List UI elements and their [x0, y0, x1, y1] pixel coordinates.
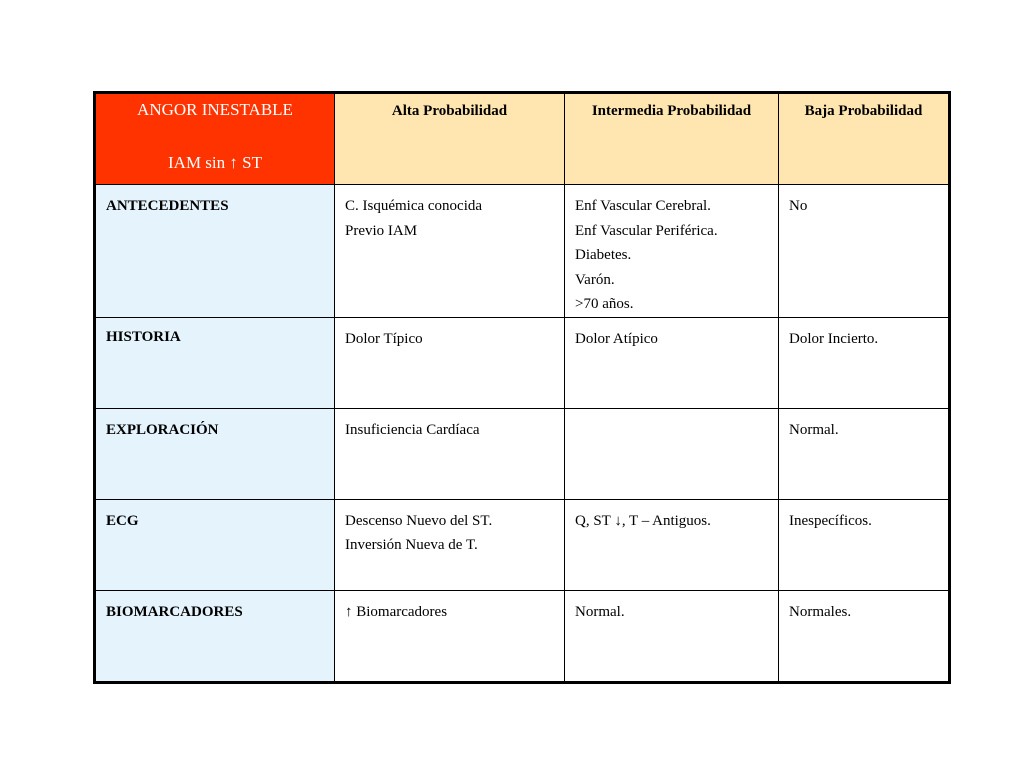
row-header-ecg: ECG [95, 499, 335, 590]
cell-line: Normales. [789, 603, 852, 620]
cell-biomarcadores-alta [335, 590, 565, 682]
table-subtitle: IAM sin ↑ ST [168, 153, 262, 172]
cell-line: Enf Vascular Cerebral. [575, 198, 711, 214]
cell-line: Dolor Atípico [575, 330, 658, 347]
cell-exploracion-intermedia [565, 408, 779, 499]
cell-line: Previo IAM [345, 222, 418, 239]
up-arrow-icon: ↑ [345, 603, 353, 620]
table-title-cell [95, 93, 335, 185]
cell-ecg-baja [779, 499, 950, 590]
cell-line: C. Isquémica conocida [345, 198, 483, 214]
column-header-baja: Baja Probabilidad [779, 93, 950, 185]
row-header-biomarcadores: BIOMARCADORES [95, 590, 335, 682]
up-arrow-icon: ↑ [229, 153, 238, 172]
cell-line: Varón. [575, 271, 615, 288]
table-row-exploracion [95, 408, 950, 499]
cell-line: Q, ST ↓, T – Antiguos. [575, 512, 711, 529]
row-header-historia: HISTORIA [95, 317, 335, 408]
cell-line: Dolor Típico [345, 330, 423, 347]
column-header-alta: Alta Probabilidad [335, 93, 565, 185]
column-header-intermedia: Intermedia Probabilidad [565, 93, 779, 185]
cell-historia-baja [779, 317, 950, 408]
cell-line: Normal. [575, 603, 625, 620]
cell-line: No [789, 198, 808, 214]
cell-line: Diabetes. [575, 247, 632, 263]
cell-antecedentes-intermedia [565, 185, 779, 318]
cell-ecg-intermedia [565, 499, 779, 590]
cell-line: Inversión Nueva de T. [345, 537, 478, 553]
cell-historia-alta [335, 317, 565, 408]
cell-line: Dolor Incierto. [789, 330, 879, 347]
table-title: ANGOR INESTABLE [137, 100, 293, 119]
table-row-ecg [95, 499, 950, 590]
table-row-historia [95, 317, 950, 408]
cell-line: Insuficiencia Cardíaca [345, 421, 480, 438]
cell-exploracion-alta [335, 408, 565, 499]
cell-antecedentes-alta [335, 185, 565, 318]
table-row-antecedentes [95, 185, 950, 318]
cell-line: Enf Vascular Periférica. [575, 222, 718, 239]
cell-line: ↑ Biomarcadores [345, 603, 448, 620]
cell-line: Normal. [789, 421, 839, 438]
row-header-antecedentes: ANTECEDENTES [95, 185, 335, 318]
down-arrow-icon: ↓ [614, 512, 622, 529]
cell-historia-intermedia [565, 317, 779, 408]
cell-exploracion-baja [779, 408, 950, 499]
cell-line: Descenso Nuevo del ST. [345, 512, 493, 529]
cell-line: Inespecíficos. [789, 512, 872, 529]
cell-biomarcadores-intermedia [565, 590, 779, 682]
cell-biomarcadores-baja [779, 590, 950, 682]
cell-antecedentes-baja [779, 185, 950, 318]
cell-ecg-alta [335, 499, 565, 590]
row-header-exploracion: EXPLORACIÓN [95, 408, 335, 499]
probability-table [93, 91, 951, 684]
cell-line: >70 años. [575, 296, 634, 312]
table-row-biomarcadores [95, 590, 950, 682]
header-row [95, 93, 950, 185]
